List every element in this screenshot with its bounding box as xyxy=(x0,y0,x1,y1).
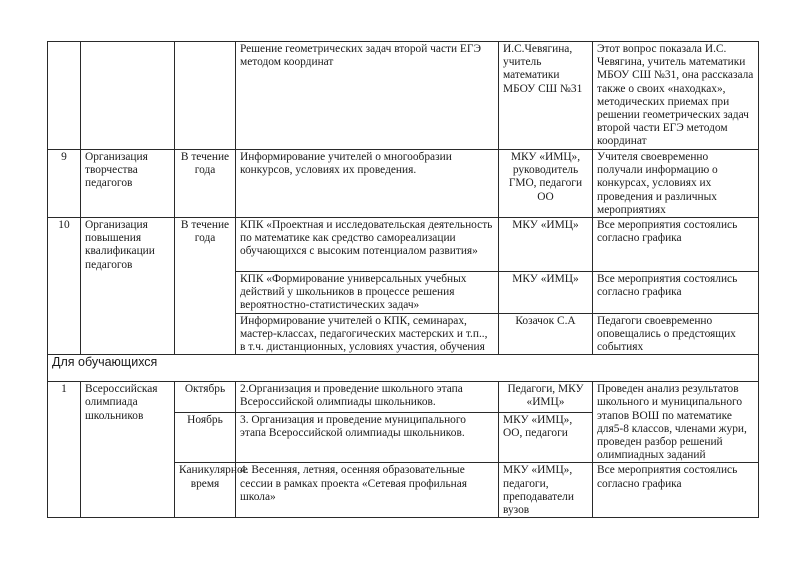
content-cell: Информирование учителей о КПК, семинарах, мастер-классах, педагогических мастерских и т.п.., в т.ч. дистанционных, условиях участия, обучения xyxy=(236,313,499,355)
row-number xyxy=(48,42,81,150)
responsible-cell: И.С.Чевягина, учитель математики МБОУ СШ №31 xyxy=(499,42,593,150)
content-cell: КПК «Проектная и исследовательская деятельность по математике как средство самореализации обучающихся с высоким потенциалом развития» xyxy=(236,218,499,272)
activity-plan-table xyxy=(47,41,759,518)
table-row xyxy=(48,382,759,412)
period-cell: Каникулярное время xyxy=(175,463,236,518)
responsible-cell: МКУ «ИМЦ», руководитель ГМО, педагоги ОО xyxy=(499,150,593,218)
result-cell: Этот вопрос показала И.С. Чевягина, учитель математики МБОУ СШ №31, она рассказала также о своих «находках», методических приемах при решении геометрических задач второй части ЕГЭ методом координат xyxy=(593,42,759,150)
row-number: 10 xyxy=(48,218,81,355)
period-cell: В течение года xyxy=(175,150,236,218)
activity-cell: Организация творчества педагогов xyxy=(81,150,175,218)
row-number: 9 xyxy=(48,150,81,218)
result-cell: Все мероприятия состоялись согласно графика xyxy=(593,218,759,272)
responsible-cell: Козачок С.А xyxy=(499,313,593,355)
content-cell: Информирование учителей о многообразии конкурсов, условиях их проведения. xyxy=(236,150,499,218)
result-cell: Учителя своевременно получали информацию о конкурсах, условиях их проведения и различных мероприятиях xyxy=(593,150,759,218)
activity-cell: Всероссийская олимпиада школьников xyxy=(81,382,175,518)
responsible-cell: Педагоги, МКУ «ИМЦ» xyxy=(499,382,593,412)
content-cell: КПК «Формирование универсальных учебных действий у школьников в процессе решения вероятностно-статистических задач» xyxy=(236,272,499,314)
table-row xyxy=(48,42,759,150)
content-cell: 3. Организация и проведение муниципального этапа Всероссийской олимпиады школьников. xyxy=(236,412,499,463)
row-number: 1 xyxy=(48,382,81,518)
section-header-row xyxy=(48,355,759,382)
responsible-cell: МКУ «ИМЦ», ОО, педагоги xyxy=(499,412,593,463)
table-row xyxy=(48,150,759,218)
result-cell: Проведен анализ результатов школьного и муниципального этапов ВОШ по математике для5-8 классов, членами жури, проведен разбор решений олимпиадных заданий xyxy=(593,382,759,463)
content-cell: 4. Весенняя, летняя, осенняя образовательные сессии в рамках проекта «Сетевая профильная школа» xyxy=(236,463,499,518)
responsible-cell: МКУ «ИМЦ» xyxy=(499,272,593,314)
responsible-cell: МКУ «ИМЦ» xyxy=(499,218,593,272)
responsible-cell: МКУ «ИМЦ», педагоги, преподаватели вузов xyxy=(499,463,593,518)
content-cell: 2.Организация и проведение школьного этапа Всероссийской олимпиады школьников. xyxy=(236,382,499,412)
result-cell: Педагоги своевременно оповещались о предстоящих событиях xyxy=(593,313,759,355)
period-cell: Октябрь xyxy=(175,382,236,412)
activity-cell xyxy=(81,42,175,150)
section-title: Для обучающихся xyxy=(48,355,759,382)
result-cell: Все мероприятия состоялись согласно графика xyxy=(593,272,759,314)
period-cell: Ноябрь xyxy=(175,412,236,463)
period-cell: В течение года xyxy=(175,218,236,355)
period-cell xyxy=(175,42,236,150)
content-cell: Решение геометрических задач второй части ЕГЭ методом координат xyxy=(236,42,499,150)
table-row xyxy=(48,218,759,272)
result-cell: Все мероприятия состоялись согласно графика xyxy=(593,463,759,518)
activity-cell: Организация повышения квалификации педагогов xyxy=(81,218,175,355)
